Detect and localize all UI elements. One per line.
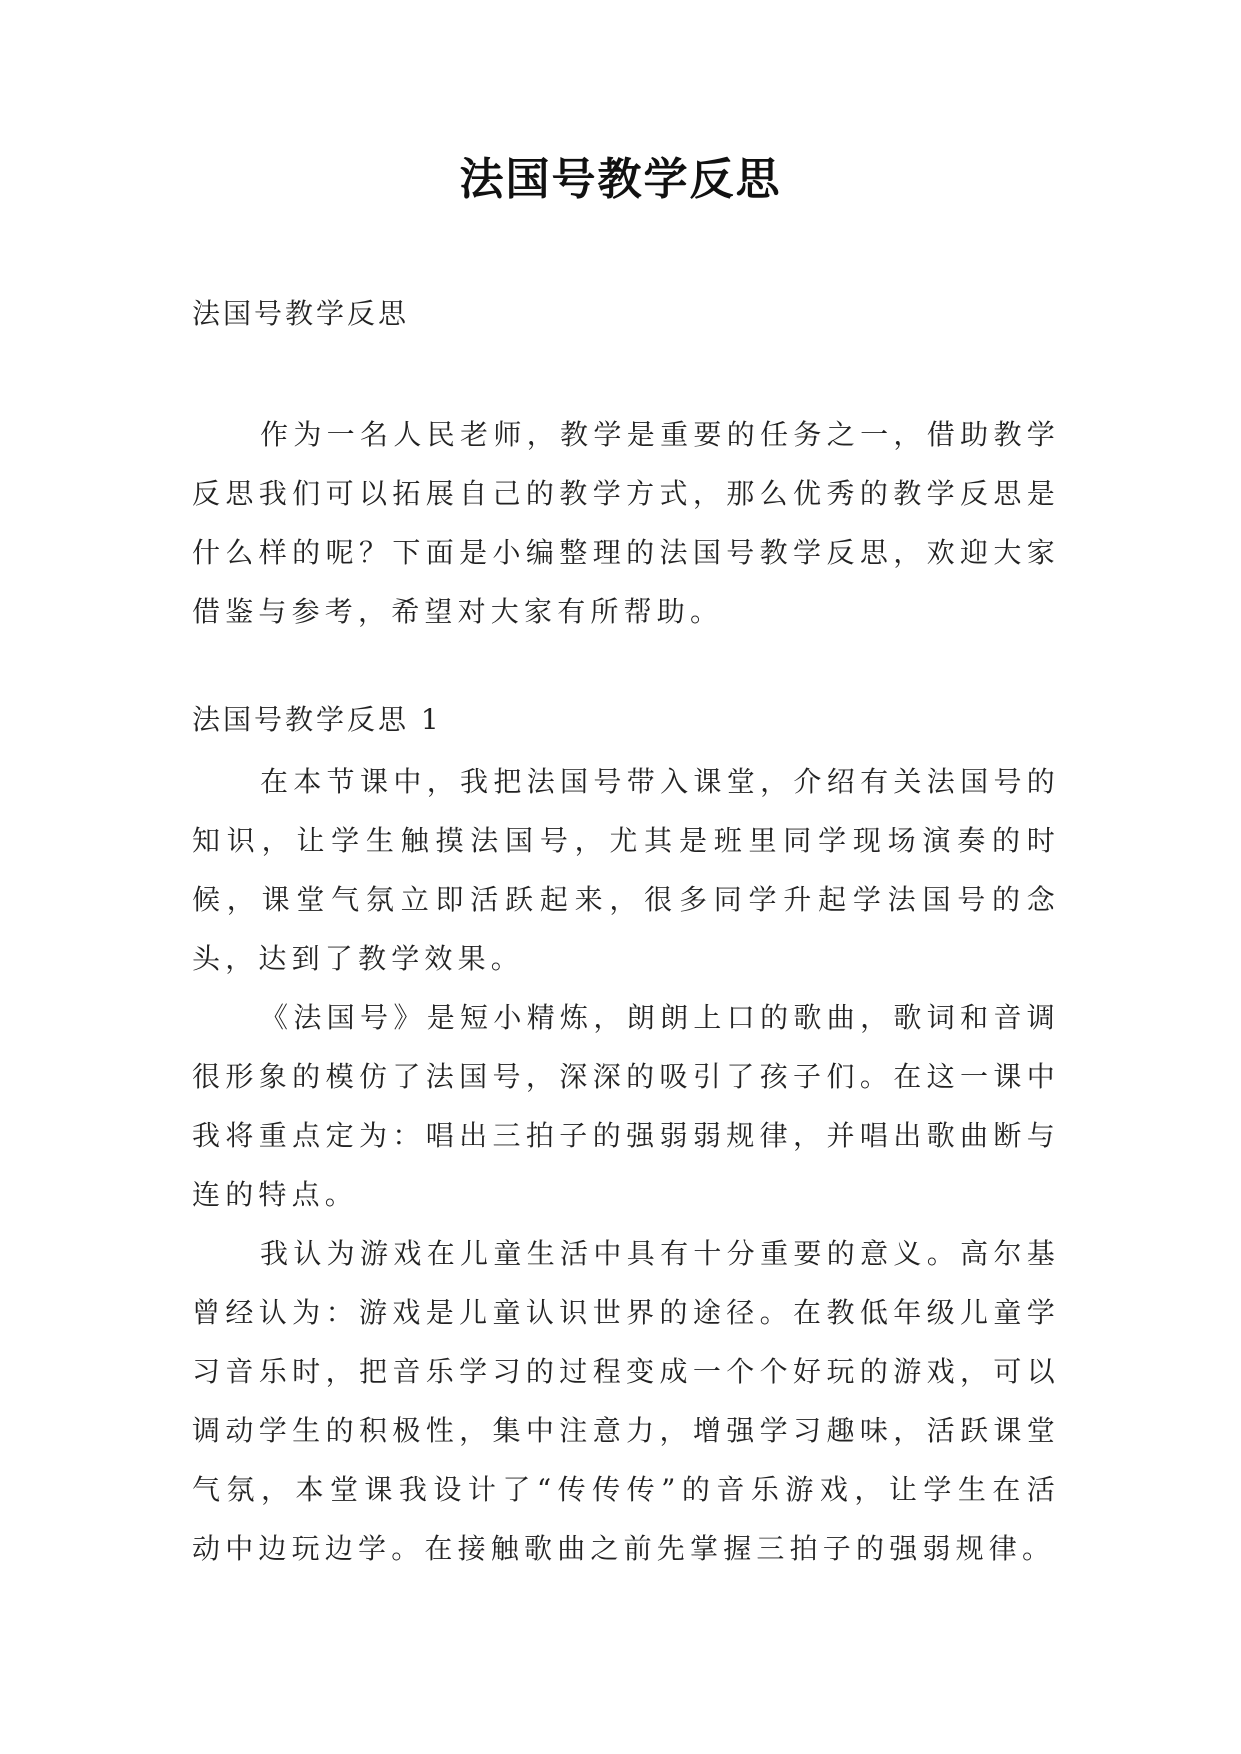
paragraph: 我认为游戏在儿童生活中具有十分重要的意义。高尔基曾经认为：游戏是儿童认识世界的途径。在教低年级儿童学习音乐时，把音乐学习的过程变成一个个好玩的游戏，可以调动学生的积极性，集中注意力，增强学习趣味，活跃课堂气氛，本堂课我设计了“传传传”的音乐游戏，让学生在活动中边玩边学。在接触歌曲之前先掌握三拍子的强弱规律。: [192, 1237, 1060, 1565]
paragraph: 《法国号》是短小精炼，朗朗上口的歌曲，歌词和音调很形象的模仿了法国号，深深的吸引了孩子们。在这一课中我将重点定为：唱出三拍子的强弱弱规律，并唱出歌曲断与连的特点。: [192, 1001, 1060, 1211]
intro-block: [192, 405, 1060, 641]
document-subtitle: 法国号教学反思: [192, 297, 410, 330]
intro-paragraph: 作为一名人民老师，教学是重要的任务之一，借助教学反思我们可以拓展自己的教学方式，那么优秀的教学反思是什么样的呢？下面是小编整理的法国号教学反思，欢迎大家借鉴与参考，希望对大家有所帮助。: [192, 418, 1060, 628]
section-heading: 法国号教学反思 1: [192, 703, 442, 736]
document-title: 法国号教学反思: [459, 154, 782, 205]
section-body: [192, 752, 1060, 1578]
paragraph: 在本节课中，我把法国号带入课堂，介绍有关法国号的知识，让学生触摸法国号，尤其是班里同学现场演奏的时候，课堂气氛立即活跃起来，很多同学升起学法国号的念头，达到了教学效果。: [192, 765, 1060, 975]
